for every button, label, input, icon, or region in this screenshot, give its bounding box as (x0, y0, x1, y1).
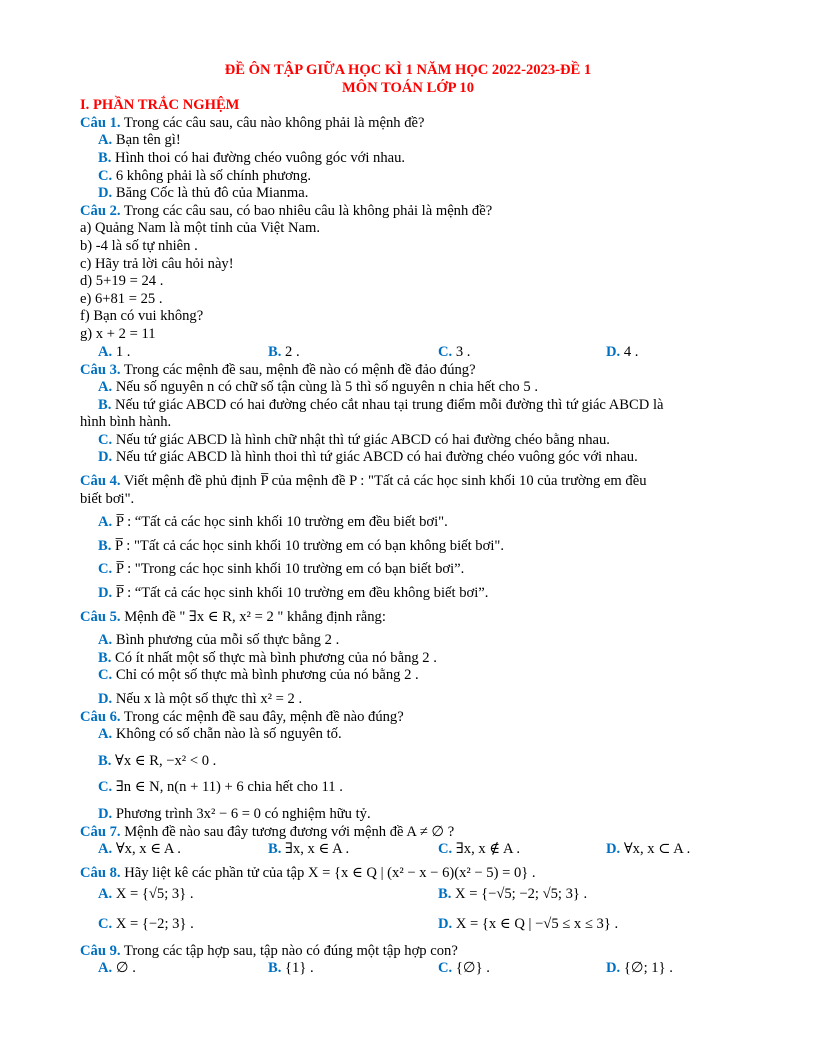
answer-text: Nếu số nguyên n có chữ số tận cùng là 5 thì số nguyên n chia hết cho 5 . (112, 379, 538, 396)
answer-option (98, 132, 730, 150)
exam-title: ĐỀ ÔN TẬP GIỮA HỌC KÌ 1 NĂM HỌC 2022-2023-ĐỀ 1 (224, 62, 592, 78)
answer-label: B. (268, 343, 282, 360)
answer-text: 4 . (620, 343, 639, 360)
answer-label: D. (606, 343, 621, 360)
question-continuation: biết bơi". (80, 490, 135, 507)
answer-text: Không có số chẵn nào là số nguyên tố. (112, 726, 342, 743)
answer-label: C. (98, 667, 113, 684)
answer-option (98, 650, 730, 668)
answer-text: ∃x, x ∉ A . (452, 841, 520, 858)
answer-label: D. (98, 805, 113, 822)
answer-row (98, 344, 816, 362)
answer-option (98, 185, 730, 203)
answer-text: P̅ : “Tất cả các học sinh khối 10 trường em đều không biết bơi”. (112, 585, 489, 602)
answer-text: ∅ . (112, 960, 136, 977)
answer-text: P̅ : "Trong các học sinh khối 10 trường em có bạn biết bơi”. (112, 561, 465, 578)
question-label: Câu 3. (80, 361, 121, 378)
question-text: Viết mệnh đề phủ định P̅ của mệnh đề P : "Tất cả các học sinh khối 10 của trường em đều (120, 473, 647, 490)
question-text: Mệnh đề " ∃x ∈ R, x² = 2 " khẳng định rằng: (120, 608, 386, 625)
answer-label: C. (98, 167, 113, 184)
answer-text: ∀x, x ∈ A . (112, 841, 181, 858)
answer-option (268, 841, 349, 859)
statement-item: g) x + 2 = 11 (80, 325, 156, 342)
answer-label: A. (98, 841, 113, 858)
answer-label: A. (98, 632, 113, 649)
answer-option (606, 344, 638, 362)
answer-option (606, 841, 690, 859)
question-text: Trong các câu sau, câu nào không phải là mệnh đề? (120, 114, 425, 131)
answer-label: B. (268, 841, 282, 858)
answer-label: B. (98, 649, 112, 666)
answer-label: D. (98, 691, 113, 707)
answer-option (438, 886, 587, 904)
answer-label: A. (98, 960, 113, 977)
answer-option (98, 916, 194, 934)
statement-item: e) 6+81 = 25 . (80, 290, 163, 307)
answer-label: A. (98, 132, 113, 149)
question-label: Câu 2. (80, 202, 121, 219)
answer-text: 1 . (112, 343, 131, 360)
answer-text: P̅ : “Tất cả các học sinh khối 10 trường em đều biết bơi". (112, 514, 448, 531)
question-8 (80, 865, 730, 883)
question-3 (80, 362, 730, 380)
answer-label: D. (606, 960, 621, 977)
question-4 (80, 473, 730, 491)
answer-option (98, 168, 730, 186)
answer-label: C. (98, 915, 113, 932)
question-label: Câu 4. (80, 473, 121, 490)
answer-label: A. (98, 379, 113, 396)
answer-text: Chỉ có một số thực mà bình phương của nó bằng 2 . (112, 667, 419, 684)
answer-text: Phương trình 3x² − 6 = 0 có nghiệm hữu tỷ. (112, 805, 371, 822)
answer-text: {∅; 1} . (620, 960, 673, 977)
answer-text: Nếu tứ giác ABCD là hình thoi thì tứ giác ABCD có hai đường chéo vuông góc với nhau. (112, 449, 638, 466)
answer-text: Nếu tứ giác ABCD là hình chữ nhật thì tứ giác ABCD có hai đường chéo bằng nhau. (112, 431, 610, 448)
answer-option (438, 344, 470, 362)
answer-text: Có ít nhất một số thực mà bình phương của nó bằng 2 . (111, 649, 437, 666)
question-5 (80, 609, 730, 627)
answer-option (98, 806, 730, 824)
statement-item: d) 5+19 = 24 . (80, 273, 164, 290)
question-label: Câu 9. (80, 942, 121, 959)
answer-option (98, 344, 130, 362)
answer-option (268, 960, 314, 978)
answer-option (438, 916, 618, 934)
answer-label: C. (438, 841, 453, 858)
answer-text: X = {−√5; −2; √5; 3} . (451, 885, 588, 902)
answer-label: C. (98, 431, 113, 448)
answer-label: A. (98, 885, 113, 902)
answer-option (438, 841, 520, 859)
answer-option (98, 632, 730, 650)
answer-label: B. (438, 885, 452, 902)
answer-text: 3 . (452, 343, 471, 360)
answer-option (98, 432, 730, 450)
statement-item: c) Hãy trả lời câu hỏi này! (80, 255, 234, 272)
answer-option (98, 514, 730, 532)
statement-item: b) -4 là số tự nhiên . (80, 237, 198, 254)
answer-option (98, 379, 730, 397)
answer-text: {1} . (281, 960, 314, 977)
answer-text: Bình phương của mỗi số thực bằng 2 . (112, 632, 340, 649)
statement-item: f) Bạn có vui không? (80, 308, 204, 325)
question-label: Câu 1. (80, 114, 121, 131)
answer-label: A. (98, 514, 113, 531)
answer-label: D. (98, 585, 113, 602)
answer-label: B. (98, 149, 112, 166)
answer-row (98, 883, 816, 907)
answer-text: P̅ : "Tất cả các học sinh khối 10 trường em có bạn không biết bơi". (111, 537, 504, 554)
answer-option (98, 585, 730, 603)
answer-text: X = {√5; 3} . (112, 885, 194, 902)
answer-text: Hình thoi có hai đường chéo vuông góc với nhau. (111, 149, 406, 166)
exam-subtitle: MÔN TOÁN LỚP 10 (341, 79, 475, 96)
answer-label: D. (98, 449, 113, 466)
answer-option (98, 397, 730, 415)
question-1 (80, 115, 730, 133)
answer-text: Nếu tứ giác ABCD có hai đường chéo cắt nhau tại trung điểm mỗi đường thì tứ giác ABCD là (111, 396, 664, 413)
question-text: Trong các mệnh đề sau, mệnh đề nào có mệnh đề đảo đúng? (120, 361, 476, 378)
answer-option (268, 344, 300, 362)
answer-text: 6 không phải là số chính phương. (112, 167, 312, 184)
answer-option (98, 753, 730, 771)
answer-option (98, 561, 730, 579)
section-heading: I. PHẦN TRẮC NGHỆM (80, 97, 240, 114)
answer-text: Bạn tên gì! (112, 132, 181, 149)
answer-option (98, 960, 136, 978)
statement-item: a) Quảng Nam là một tỉnh của Việt Nam. (80, 220, 320, 237)
answer-row (98, 913, 816, 937)
answer-option (98, 779, 730, 797)
answer-text: X = {x ∈ Q | −√5 ≤ x ≤ 3} . (452, 915, 619, 932)
answer-label: D. (606, 841, 621, 858)
answer-option (98, 726, 730, 744)
answer-text: Nếu x là một số thực thì x² = 2 . (112, 691, 303, 707)
question-6 (80, 709, 730, 727)
answer-label: B. (98, 752, 112, 769)
answer-label: D. (438, 915, 453, 932)
question-2 (80, 203, 730, 221)
answer-label: D. (98, 185, 113, 202)
answer-option (98, 150, 730, 168)
answer-text: Băng Cốc là thủ đô của Mianma. (112, 185, 309, 202)
answer-label: C. (438, 960, 453, 977)
question-text: Hãy liệt kê các phần tử của tập X = {x ∈ Q | (x² − x − 6)(x² − 5) = 0} . (120, 865, 536, 882)
question-label: Câu 6. (80, 708, 121, 725)
answer-text: ∃n ∈ N, n(n + 11) + 6 chia hết cho 11 . (112, 779, 343, 796)
answer-text: ∀x ∈ R, −x² < 0 . (111, 752, 217, 769)
question-text: Trong các mệnh đề sau đây, mệnh đề nào đúng? (120, 708, 404, 725)
answer-text: {∅} . (452, 960, 490, 977)
answer-label: C. (98, 779, 113, 796)
question-label: Câu 5. (80, 608, 121, 625)
answer-label: C. (438, 343, 453, 360)
question-text: Trong các tập hợp sau, tập nào có đúng một tập hợp con? (120, 942, 458, 959)
answer-option (98, 449, 730, 467)
question-label: Câu 8. (80, 865, 121, 882)
answer-option (98, 538, 730, 556)
answer-text: X = {−2; 3} . (112, 915, 194, 932)
answer-label: B. (268, 960, 282, 977)
answer-text: ∃x, x ∈ A . (281, 841, 350, 858)
answer-label: B. (98, 396, 112, 413)
answer-row (98, 960, 816, 978)
answer-label: B. (98, 537, 112, 554)
answer-text: 2 . (281, 343, 300, 360)
question-text: Mệnh đề nào sau đây tương đương với mệnh đề A ≠ ∅ ? (120, 823, 455, 840)
question-text: Trong các câu sau, có bao nhiêu câu là không phải là mệnh đề? (120, 202, 493, 219)
answer-label: A. (98, 343, 113, 360)
question-9 (80, 943, 730, 961)
answer-text: ∀x, x ⊂ A . (620, 841, 691, 858)
answer-label: A. (98, 726, 113, 743)
question-label: Câu 7. (80, 823, 121, 840)
answer-option (606, 960, 673, 978)
answer-option (98, 886, 194, 904)
answer-label: C. (98, 561, 113, 578)
answer-option (438, 960, 490, 978)
answer-option (98, 841, 181, 859)
answer-option (98, 691, 730, 709)
answer-continuation: hình bình hành. (80, 414, 172, 431)
question-7 (80, 824, 730, 842)
answer-option (98, 667, 730, 685)
answer-row (98, 841, 816, 859)
